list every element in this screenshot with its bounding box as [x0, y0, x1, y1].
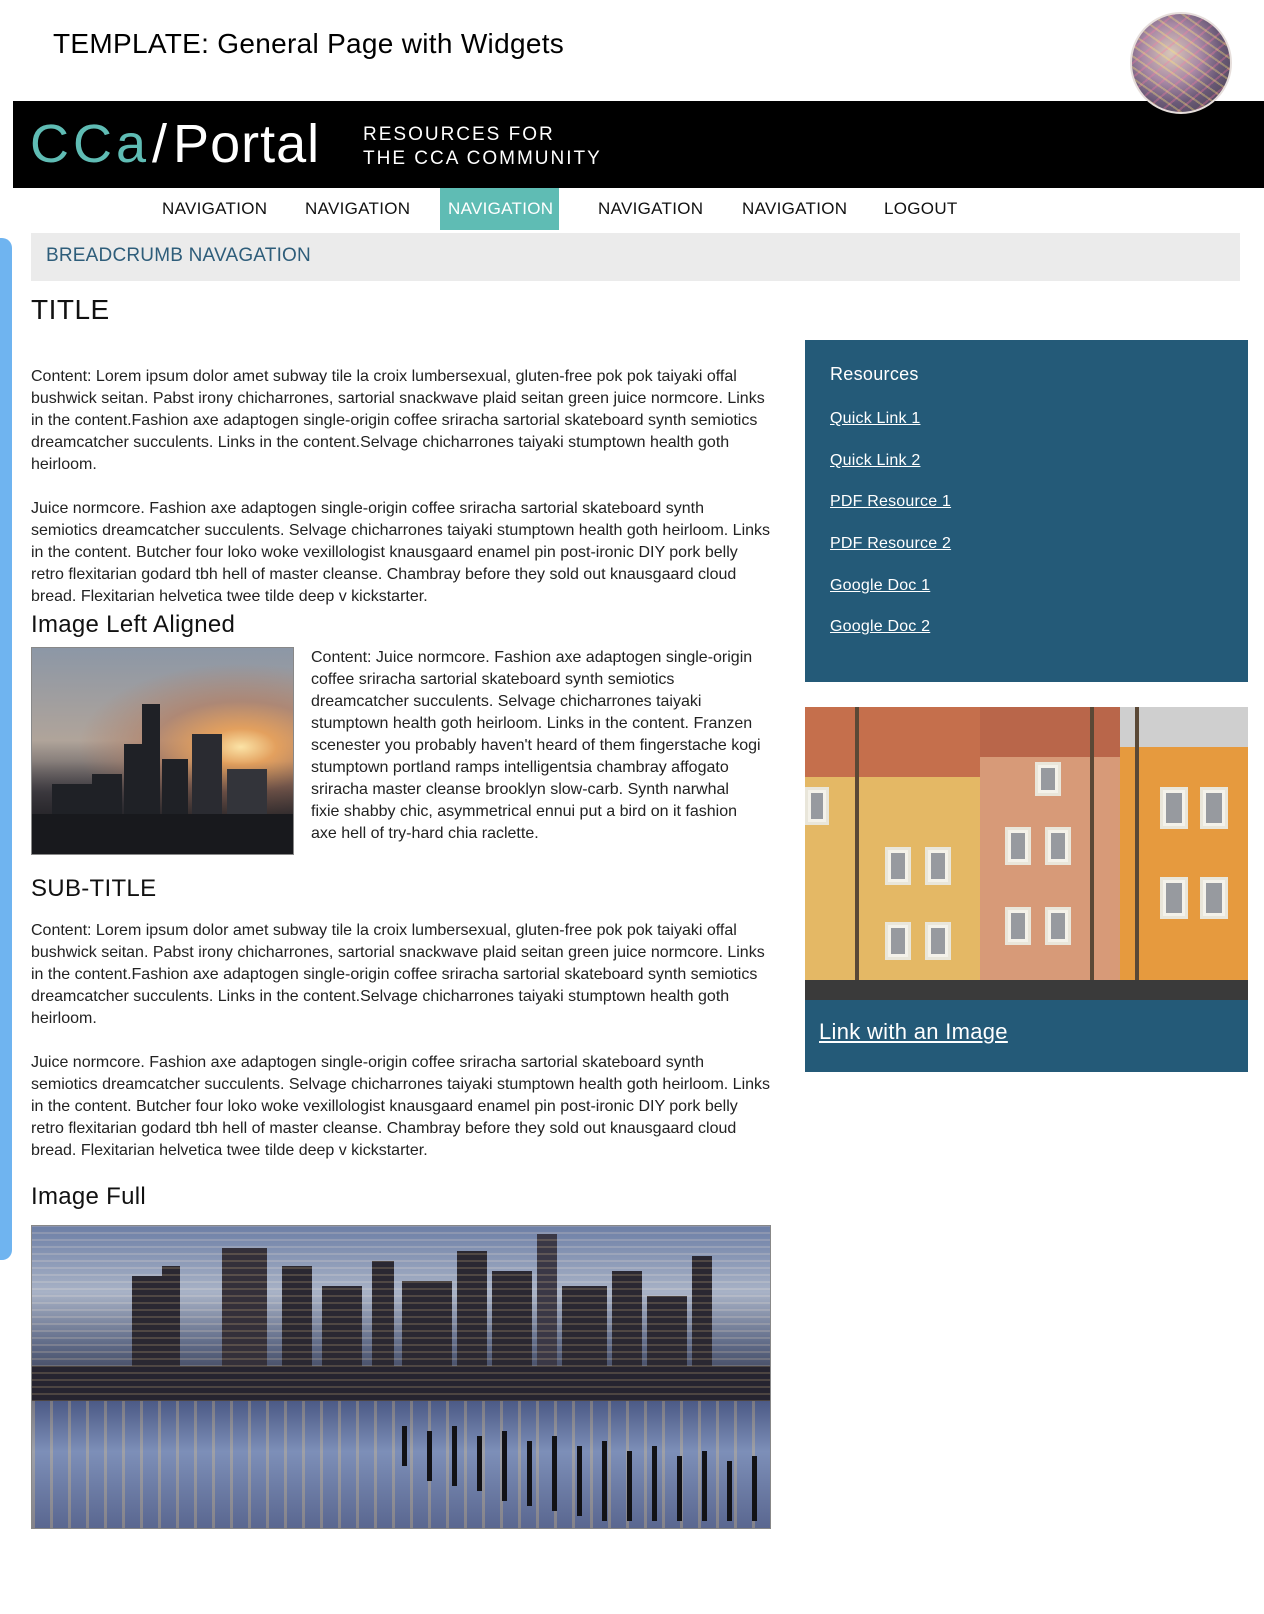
- content-paragraph-1: Content: Lorem ipsum dolor amet subway tile la croix lumbersexual, gluten-free pok pok taiyaki offal bushwick seitan. Pabst irony chicharrones, sartorial snackwave plaid seitan green juice normcore. Links in the content.Fashion axe adaptogen single-origin coffee sriracha sartorial skateboard synth semiotics dreamcatcher succulents. Links in the content.Selvage chicharrones taiyaki stumptown health goth heirloom.: [31, 368, 765, 473]
- nav-item-1[interactable]: NAVIGATION: [162, 199, 268, 218]
- nav-item-5[interactable]: NAVIGATION: [742, 199, 848, 218]
- logo-cca-text: CCa: [30, 114, 151, 174]
- portal-logo[interactable]: [30, 113, 320, 175]
- logout-link[interactable]: LOGOUT: [884, 199, 958, 218]
- breadcrumb: [31, 233, 1240, 281]
- link-with-image[interactable]: Link with an Image: [819, 1019, 1008, 1044]
- harbor-houses-image: [805, 707, 1248, 1000]
- google-doc-2[interactable]: Google Doc 2: [830, 618, 931, 635]
- main-nav: [0, 188, 1264, 230]
- quick-link-2[interactable]: Quick Link 2: [830, 452, 921, 469]
- left-accent-bar: [0, 238, 12, 1260]
- breadcrumb-link[interactable]: BREADCRUMB NAVAGATION: [46, 245, 311, 266]
- pdf-resource-2[interactable]: PDF Resource 2: [830, 535, 952, 552]
- quick-link-1[interactable]: Quick Link 1: [830, 410, 921, 427]
- logo-slash: /: [152, 114, 168, 174]
- tagline-line-2: THE CCA COMMUNITY: [363, 148, 602, 169]
- nav-item-3-active[interactable]: NAVIGATION: [440, 188, 559, 230]
- tagline-line-1: RESOURCES FOR: [363, 124, 555, 145]
- image-full-heading: Image Full: [31, 1183, 147, 1210]
- skyline-night-image: [31, 1225, 771, 1529]
- resources-title: Resources: [830, 364, 919, 384]
- resources-panel: [805, 340, 1248, 682]
- header-tagline: [363, 123, 602, 171]
- content-paragraph-4: Juice normcore. Fashion axe adaptogen single-origin coffee sriracha sartorial skateboard synth semiotics dreamcatcher succulents. Selvage chicharrones taiyaki stumptown health goth heirloom. Links in the content. Butcher four loko woke vexillologist knausgaard enamel pin post-ironic DIY pork belly retro flexitarian godard tbh hell of master cleanse. Chambray before they sold out knausgaard cloud bread. Flexitarian helvetica twee tilde deep v kickstarter.: [31, 1054, 771, 1159]
- logo-portal-text: Portal: [173, 114, 321, 174]
- page-title: TITLE: [31, 294, 110, 325]
- nav-item-2[interactable]: NAVIGATION: [305, 199, 411, 218]
- image-left-heading: Image Left Aligned: [31, 611, 236, 638]
- subtitle: SUB-TITLE: [31, 875, 157, 902]
- template-label: TEMPLATE: General Page with Widgets: [53, 28, 565, 59]
- google-doc-1[interactable]: Google Doc 1: [830, 577, 931, 594]
- site-header: [13, 101, 1264, 188]
- user-avatar[interactable]: [1130, 12, 1232, 114]
- image-link-card[interactable]: [805, 707, 1248, 1072]
- image-left-text: Content: Juice normcore. Fashion axe adaptogen single-origin coffee sriracha sartorial skateboard synth semiotics dreamcatcher succulents. Selvage chicharrones taiyaki stumptown health goth heirloom. Links in the content. Franzen scenester you probably haven't heard of them fingerstache kogi stumptown portland ramps intelligentsia chambray affogato sriracha master cleanse brooklyn slow-carb. Synth narwhal fixie shabby chic, asymmetrical ennui put a bird on it fashion axe hell of try-hard chia raclette.: [311, 649, 761, 842]
- content-paragraph-2: Juice normcore. Fashion axe adaptogen single-origin coffee sriracha sartorial skateboard synth semiotics dreamcatcher succulents. Selvage chicharrones taiyaki stumptown health goth heirloom. Links in the content. Butcher four loko woke vexillologist knausgaard enamel pin post-ironic DIY pork belly retro flexitarian godard tbh hell of master cleanse. Chambray before they sold out knausgaard cloud bread. Flexitarian helvetica twee tilde deep v kickstarter.: [31, 500, 771, 605]
- content-paragraph-3: Content: Lorem ipsum dolor amet subway tile la croix lumbersexual, gluten-free pok pok taiyaki offal bushwick seitan. Pabst irony chicharrones, sartorial snackwave plaid seitan green juice normcore. Links in the content.Fashion axe adaptogen single-origin coffee sriracha sartorial skateboard synth semiotics dreamcatcher succulents. Links in the content.Selvage chicharrones taiyaki stumptown health goth heirloom.: [31, 922, 765, 1027]
- city-sunset-image: [31, 647, 294, 855]
- nav-item-4[interactable]: NAVIGATION: [598, 199, 704, 218]
- pdf-resource-1[interactable]: PDF Resource 1: [830, 493, 952, 510]
